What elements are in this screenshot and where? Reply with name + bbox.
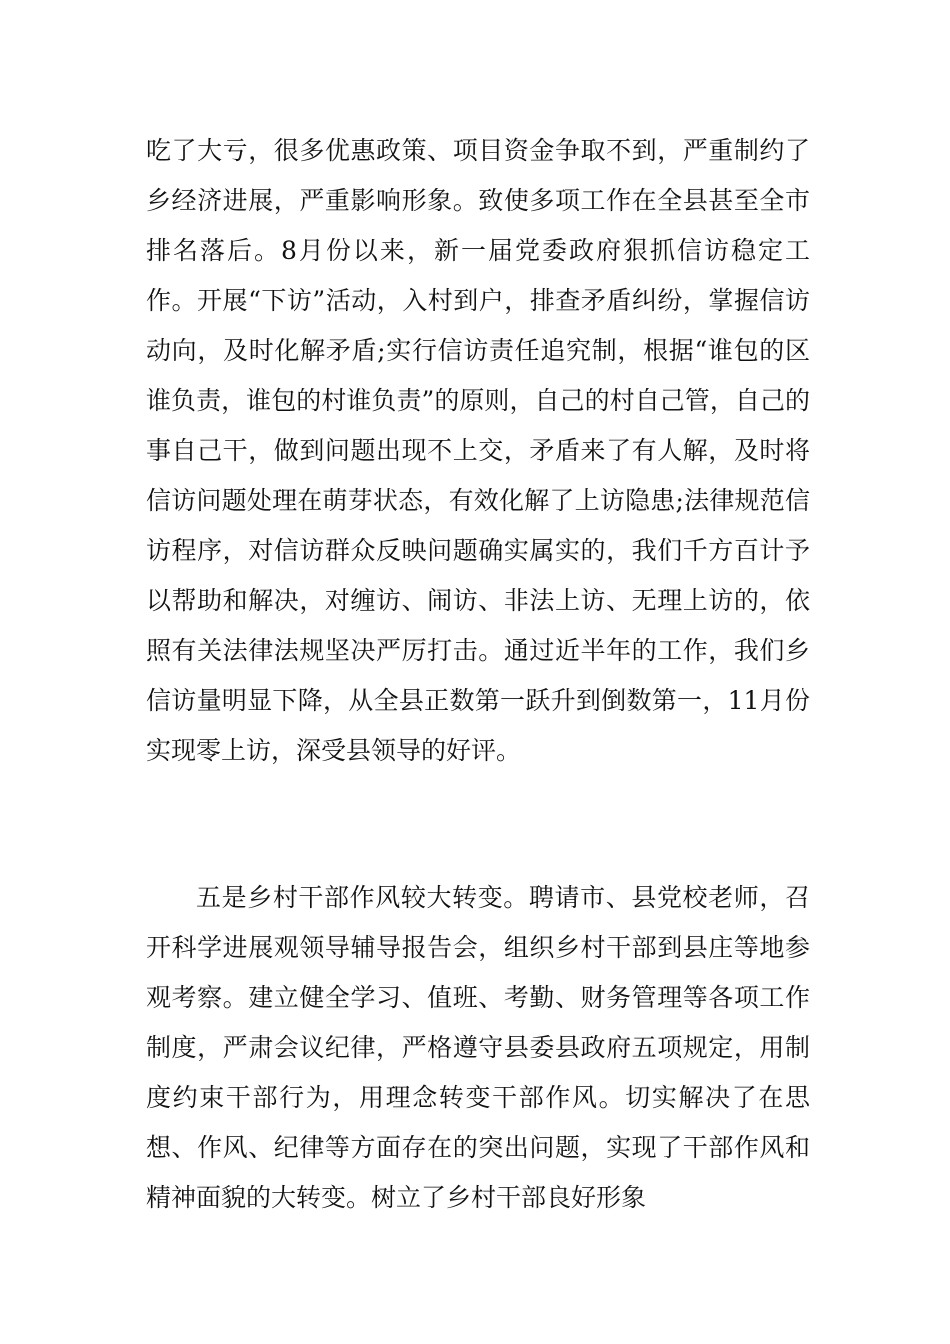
body-paragraph-2: 五是乡村干部作风较大转变。聘请市、县党校老师，召开科学进展观领导辅导报告会，组织乡村干部到县庄等地参观考察。建立健全学习、值班、考勤、财务管理等各项工作制度，严肃会议纪律，严格遵守县委县政府五项规定，用制度约束干部行为，用理念转变干部作风。切实解决了在思想、作风、纪律等方面存在的突出问题，实现了干部作风和精神面貌的大转变。树立了乡村干部良好形象 — [146, 883, 810, 1212]
body-paragraph-1: 吃了大亏，很多优惠政策、项目资金争取不到，严重制约了乡经济进展，严重影响形象。致使多项工作在全县甚至全市排名落后。8月份以来，新一届党委政府狠抓信访稳定工作。开展“下访”活动，入村到户，排查矛盾纠纷，掌握信访动向，及时化解矛盾;实行信访责任追究制，根据“谁包的区谁负责，谁包的村谁负责”的原则，自己的村自己管，自己的事自己干，做到问题出现不上交，矛盾来了有人解，及时将信访问题处理在萌芽状态，有效化解了上访隐患;法律规范信访程序，对信访群众反映问题确实属实的，我们千方百计予以帮助和解决，对缠访、闹访、非法上访、无理上访的，依照有关法律法规坚决严厉打击。通过近半年的工作，我们乡信访量明显下降，从全县正数第一跃升到倒数第一，11月份实现零上访，深受县领导的好评。 — [146, 136, 810, 765]
